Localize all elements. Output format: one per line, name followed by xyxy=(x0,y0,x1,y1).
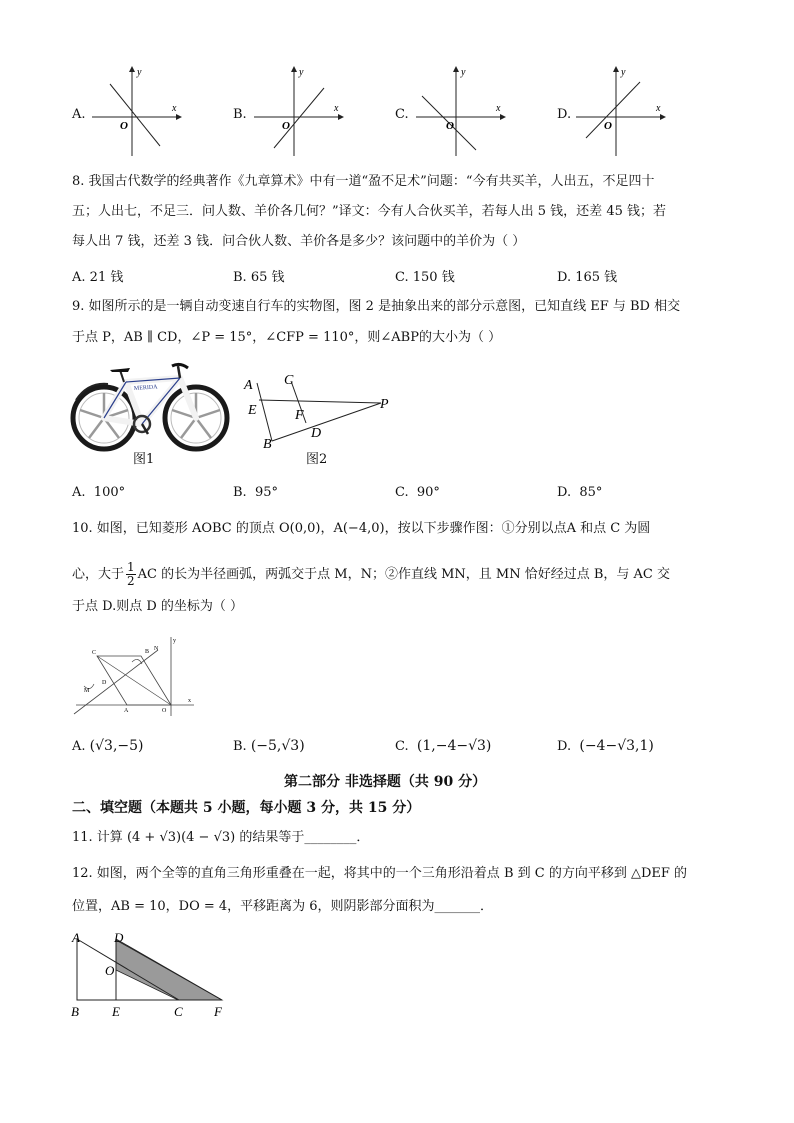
q7-c-xlabel: x xyxy=(496,103,501,114)
q11-text: 11. 计算 (4 + √3)(4 − √3) 的结果等于________． xyxy=(72,830,370,845)
q9-option-a[interactable]: A. 100° xyxy=(72,485,126,500)
q10-line2-end: AC 的长为半径画弧，两弧交于点 M，N；②作直线 MN，且 MN 恰好经过点 B，与 AC 交 xyxy=(137,566,670,582)
q12-point-d: D xyxy=(114,930,124,945)
q9-point-f: F xyxy=(295,408,304,423)
svg-text:C: C xyxy=(92,650,97,656)
svg-text:B: B xyxy=(145,649,150,655)
q7-b-xlabel: x xyxy=(334,103,339,114)
q8-option-d[interactable]: D. 165 钱 xyxy=(557,270,618,285)
q9-option-c[interactable]: C. 90° xyxy=(395,485,440,500)
q7-option-b-letter: B. xyxy=(233,107,247,122)
q7-option-d-letter: D. xyxy=(557,107,572,122)
q9-point-d: D xyxy=(311,426,322,441)
svg-text:O: O xyxy=(162,708,167,714)
q7-d-ylabel: y xyxy=(621,67,626,78)
q9-point-b: B xyxy=(263,437,272,452)
section2-heading: 二、填空题（本题共 5 小题，每小题 3 分，共 15 分） xyxy=(72,800,421,816)
q9-line1: 9. 如图所示的是一辆自动变速自行车的实物图，图 2 是抽象出来的部分示意图，已知直线 EF 与 BD 相交 xyxy=(72,299,681,314)
q8-option-a[interactable]: A. 21 钱 xyxy=(72,270,124,285)
svg-text:y: y xyxy=(173,638,176,644)
q10-option-c[interactable]: C. (1,−4−√3) xyxy=(395,738,492,754)
q12-point-o: O xyxy=(105,963,115,978)
q7-a-origin: O xyxy=(120,120,128,132)
q9-line2: 于点 P，AB ∥ CD，∠P = 15°，∠CFP = 110°，则∠ABP的大小为（ ） xyxy=(72,330,502,345)
q10-option-a[interactable]: A. (√3,−5) xyxy=(72,738,144,754)
q8-line2: 五；人出七，不足三．问人数、羊价各几何？”译文：今有人合伙买羊，若每人出 5 钱，还差 45 钱；若 xyxy=(72,204,666,219)
q8-option-b[interactable]: B. 65 钱 xyxy=(233,270,285,285)
q7-c-origin: O xyxy=(446,120,454,132)
q7-a-ylabel: y xyxy=(137,67,142,78)
q10-line2-start: 心，大于 xyxy=(72,566,125,582)
q12-point-a: A xyxy=(72,930,80,945)
q12-point-e: E xyxy=(112,1004,120,1019)
q7-c-ylabel: y xyxy=(461,67,466,78)
q10-line2 xyxy=(72,561,670,588)
q7-a-xlabel: x xyxy=(172,103,177,114)
q10-frac-num: 1 xyxy=(127,560,135,574)
q9-option-d[interactable]: D. 85° xyxy=(557,485,603,500)
q12-point-c: C xyxy=(174,1004,183,1019)
q8-line1: 8. 我国古代数学的经典著作《九章算术》中有一道“盈不足术”问题：“今有共买羊，人出五，不足四十 xyxy=(72,174,655,189)
q10-rhombus-figure xyxy=(72,634,200,720)
q7-graph-b xyxy=(250,60,346,160)
q12-line2: 位置，AB = 10，DO = 4，平移距离为 6，则阴影部分面积为_______． xyxy=(72,899,494,914)
q7-graph-a xyxy=(88,60,184,160)
q7-graph-d xyxy=(572,60,668,160)
q7-option-c-letter: C. xyxy=(395,107,409,122)
q9-point-a: A xyxy=(244,378,253,393)
q12-point-f: F xyxy=(214,1004,222,1019)
q10-option-d[interactable]: D. (−4−√3,1) xyxy=(557,738,654,754)
q10-option-b[interactable]: B. (−5,√3) xyxy=(233,738,305,754)
svg-text:D: D xyxy=(102,680,107,686)
svg-text:MERIDA: MERIDA xyxy=(133,384,158,392)
q9-point-e: E xyxy=(248,403,257,418)
q7-option-a-letter: A. xyxy=(72,107,86,122)
q9-point-c: C xyxy=(284,373,294,388)
q7-options xyxy=(0,60,794,165)
q9-point-p: P xyxy=(380,397,389,412)
q10-fraction xyxy=(126,561,136,588)
svg-text:M: M xyxy=(84,688,90,694)
q8-option-c[interactable]: C. 150 钱 xyxy=(395,270,455,285)
q9-fig1-caption: 图1 xyxy=(133,452,155,467)
q12-line1: 12. 如图，两个全等的直角三角形重叠在一起，将其中的一个三角形沿着点 B 到 C 的方向平移到 △DEF 的 xyxy=(72,866,688,881)
q9-fig2-caption: 图2 xyxy=(306,452,328,467)
q8-line3: 每人出 7 钱，还差 3 钱．问合伙人数、羊价各是多少？该问题中的羊价为（ ） xyxy=(72,234,526,249)
q7-d-xlabel: x xyxy=(656,103,661,114)
q9-option-b[interactable]: B. 95° xyxy=(233,485,278,500)
svg-text:x: x xyxy=(188,698,191,704)
q7-graph-c xyxy=(412,60,508,160)
q7-b-origin: O xyxy=(282,120,290,132)
q7-b-ylabel: y xyxy=(299,67,304,78)
q7-d-origin: O xyxy=(604,120,612,132)
q9-bicycle-figure xyxy=(68,360,232,454)
q9-geometry-figure xyxy=(238,362,398,452)
q10-line1: 10. 如图，已知菱形 AOBC 的顶点 O(0,0)，A(−4,0)，按以下步骤作图：①分别以点A 和点 C 为圆 xyxy=(72,521,651,536)
q12-triangles-figure xyxy=(68,928,238,1020)
svg-text:N: N xyxy=(154,646,159,652)
q10-line3: 于点 D.则点 D 的坐标为（ ） xyxy=(72,599,244,614)
svg-text:A: A xyxy=(124,708,129,714)
part2-title: 第二部分 非选择题（共 90 分） xyxy=(284,774,487,790)
q10-frac-den: 2 xyxy=(127,574,135,588)
q12-point-b: B xyxy=(71,1004,79,1019)
